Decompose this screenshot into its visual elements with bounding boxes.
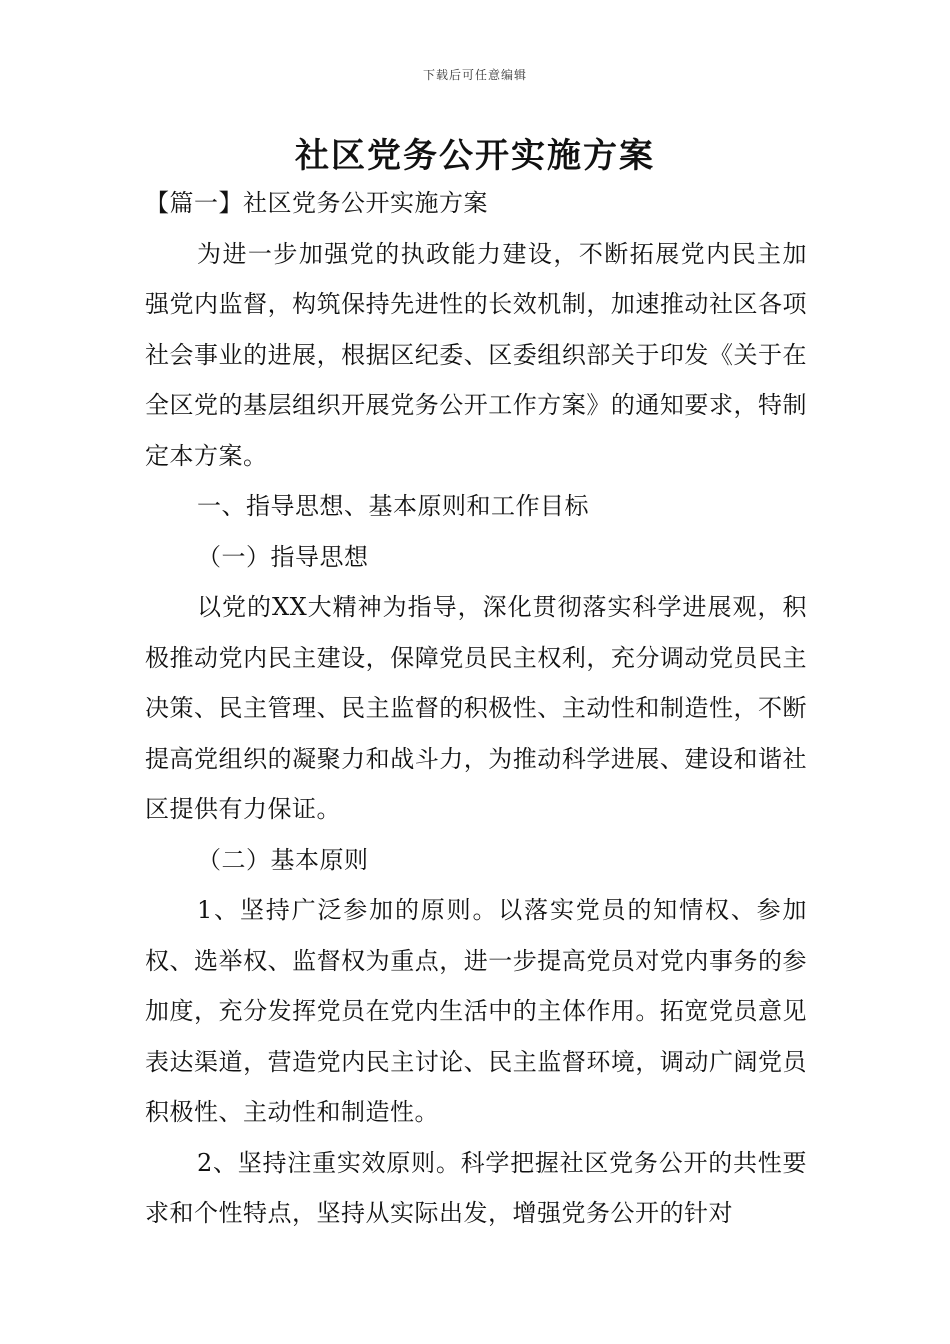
paragraph-intro: 为进一步加强党的执政能力建设，不断拓展党内民主加强党内监督，构筑保持先进性的长效机制，加速推动社区各项社会事业的进展，根据区纪委、区委组织部关于印发《关于在全区党的基层组织开展党务公开工作方案》的通知要求，特制定本方案。 — [145, 239, 807, 470]
paragraph-principle-1: 1、坚持广泛参加的原则。以落实党员的知情权、参加权、选举权、监督权为重点，进一步提高党员对党内事务的参加度，充分发挥党员在党内生活中的主体作用。拓宽党员意见表达渠道，营造党内民主讨论、民主监督环境，调动广阔党员积极性、主动性和制造性。 — [145, 896, 807, 1126]
heading-guiding-thought: （一）指导思想 — [197, 542, 369, 571]
heading-basic-principles: （二）基本原则 — [197, 845, 369, 874]
header-note: 下载后可任意编辑 — [422, 68, 527, 82]
document-title: 社区党务公开实施方案 — [295, 136, 655, 176]
section-heading: 【篇一】社区党务公开实施方案 — [145, 189, 488, 217]
paragraph-guiding-thought: 以党的XX大精神为指导，深化贯彻落实科学进展观，积极推动党内民主建设，保障党员民主权利，充分调动党员民主决策、民主管理、民主监督的积极性、主动性和制造性，不断提高党组织的凝聚力和战斗力，为推动科学进展、建设和谐社区提供有力保证。 — [145, 593, 807, 823]
paragraph-principle-2: 2、坚持注重实效原则。科学把握社区党务公开的共性要求和个性特点，坚持从实际出发，增强党务公开的针对 — [145, 1148, 807, 1227]
document-body — [145, 178, 807, 1239]
heading-guiding-principles: 一、指导思想、基本原则和工作目标 — [197, 492, 589, 520]
